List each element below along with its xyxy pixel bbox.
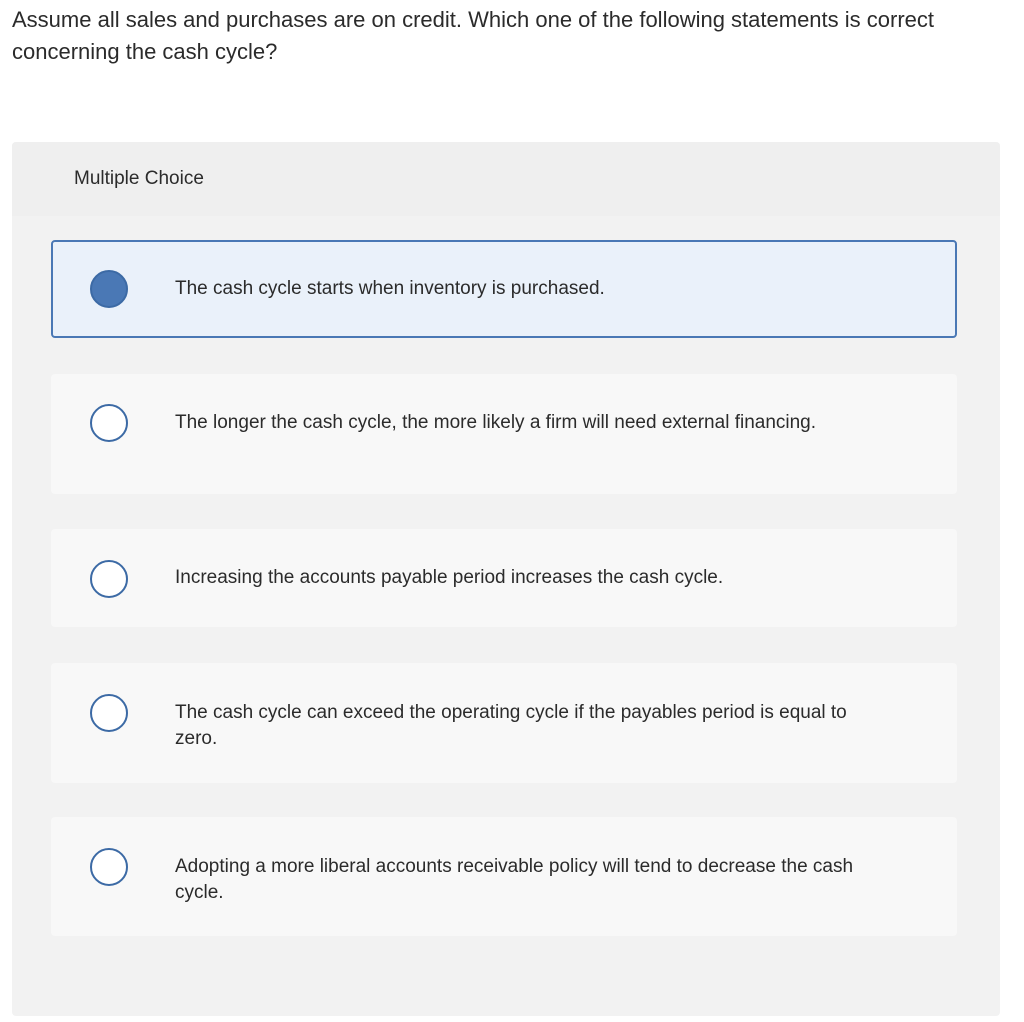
multiple-choice-header [12, 142, 1000, 216]
radio-unselected-icon[interactable] [90, 404, 128, 442]
radio-unselected-icon[interactable] [90, 848, 128, 886]
choice-option-4[interactable] [51, 663, 957, 783]
multiple-choice-label: Multiple Choice [74, 168, 204, 189]
choice-option-5[interactable] [51, 817, 957, 936]
question-text: Assume all sales and purchases are on credit. Which one of the following statements is correct concerning the cash cycle? [12, 7, 935, 64]
choice-option-label: The cash cycle can exceed the operating cycle if the payables period is equal to zero. [175, 702, 847, 749]
choice-option-label: The cash cycle starts when inventory is purchased. [175, 278, 605, 299]
choice-option-label: Adopting a more liberal accounts receivable policy will tend to decrease the cash cycle. [175, 856, 854, 903]
radio-unselected-icon[interactable] [90, 560, 128, 598]
radio-selected-icon[interactable] [90, 270, 128, 308]
choice-option-2[interactable] [51, 374, 957, 494]
choice-option-1[interactable] [51, 240, 957, 338]
choice-option-label: Increasing the accounts payable period increases the cash cycle. [175, 567, 724, 588]
multiple-choice-panel [12, 142, 1000, 1016]
radio-unselected-icon[interactable] [90, 694, 128, 732]
choice-option-3[interactable] [51, 529, 957, 627]
choice-option-label: The longer the cash cycle, the more likely a firm will need external financing. [175, 412, 817, 433]
